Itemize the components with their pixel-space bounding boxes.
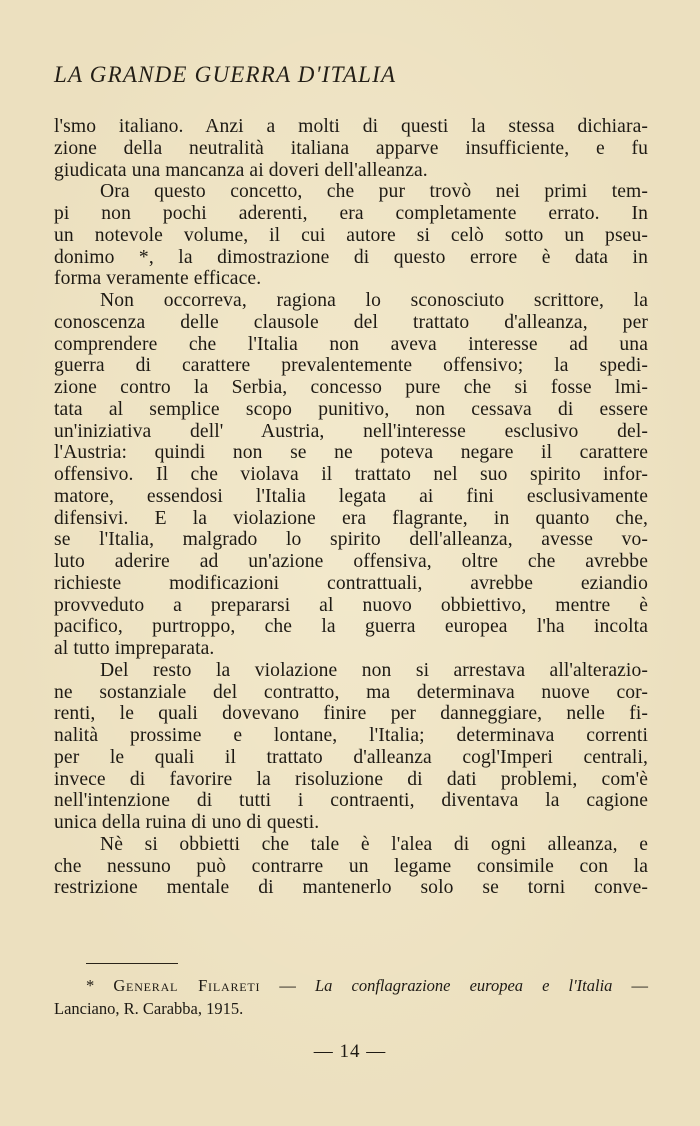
text-line: al tutto impreparata.	[54, 638, 215, 659]
text-line: comprendere che l'Italia non aveva interesse ad una	[54, 333, 648, 355]
text-line: provveduto a prepararsi al nuovo obbiettivo, mentre è	[54, 594, 648, 616]
text-line: giudicata una mancanza ai doveri dell'alleanza.	[54, 159, 428, 181]
text-line: che nessuno può contrarre un legame consimile con la	[54, 855, 648, 877]
text-line: Nè si obbietti che tale è l'alea di ogni alleanza, e	[100, 833, 648, 855]
text-line: offensivo. Il che violava il trattato nel suo spirito infor-	[54, 464, 648, 485]
text-line: Del resto la violazione non si arrestava all'alterazio-	[100, 659, 648, 681]
text-line: un notevole volume, il cui autore si celò sotto un pseu-	[54, 224, 648, 246]
text-line: restrizione mentale di mantenerlo solo se torni conve-	[54, 877, 648, 899]
text-line: per le quali il trattato d'alleanza cogl'Imperi centrali,	[54, 746, 648, 768]
text-line: nalità prossime e lontane, l'Italia; determinava correnti	[54, 725, 648, 746]
running-head: LA GRANDE GUERRA D'ITALIA	[54, 62, 397, 87]
text-line: luto aderire ad un'azione offensiva, oltre che avrebbe	[54, 551, 648, 572]
text-line: pacifico, purtroppo, che la guerra europea l'ha incolta	[54, 616, 648, 638]
text-line: tata al semplice scopo punitivo, non cessava di essere	[54, 398, 648, 420]
text-line: un'iniziativa dell' Austria, nell'interesse esclusivo del-	[54, 420, 648, 442]
text-line: Ora questo concetto, che pur trovò nei primi tem-	[100, 181, 648, 203]
footnote-author: General Filareti	[113, 976, 261, 995]
footnote-publisher: Lanciano, R. Carabba, 1915.	[54, 999, 244, 1018]
text-line: l'Austria: quindi non se ne poteva negare il carattere	[54, 442, 648, 464]
text-line: zione della neutralità italiana apparve insufficiente, e fu	[54, 137, 648, 159]
text-line: forma veramente efficace.	[54, 268, 262, 290]
footnote-line-1	[54, 974, 648, 997]
footnote	[54, 974, 648, 1020]
text-line: pi non pochi aderenti, era completamente errato. In	[54, 203, 648, 224]
text-line: Non occorreva, ragiona lo sconosciuto scrittore, la	[100, 290, 648, 311]
footnote-marker: *	[86, 976, 95, 995]
text-line: guerra di carattere prevalentemente offensivo; la spedi-	[54, 355, 648, 377]
text-line: l'smo italiano. Anzi a molti di questi la stessa dichiara-	[54, 116, 648, 137]
page-number: — 14 —	[313, 1041, 387, 1062]
text-line: unica della ruina di uno di questi.	[54, 812, 320, 833]
footnote-dash-2: —	[631, 976, 649, 995]
footnote-title: La conflagrazione europea e l'Italia	[315, 976, 613, 995]
text-line: renti, le quali dovevano finire per danneggiare, nelle fi-	[54, 703, 648, 725]
text-line: difensivi. E la violazione era flagrante, in quanto che,	[54, 507, 648, 529]
text-line: matore, essendosi l'Italia legata ai fini esclusivamente	[54, 485, 648, 507]
text-line: ne sostanziale del contratto, ma determinava nuove cor-	[54, 681, 648, 703]
text-line: zione contro la Serbia, concesso pure che si fosse lmi-	[54, 377, 648, 398]
text-line: se l'Italia, malgrado lo spirito dell'alleanza, avesse vo-	[54, 529, 648, 551]
body-text	[54, 116, 648, 899]
text-line: conoscenza delle clausole del trattato d'alleanza, per	[54, 311, 648, 333]
footnote-dash-1: —	[279, 976, 296, 995]
text-line: richieste modificazioni contrattuali, avrebbe eziandio	[54, 572, 648, 594]
text-line: donimo *, la dimostrazione di questo errore è data in	[54, 246, 648, 268]
text-line: nell'intenzione di tutti i contraenti, diventava la cagione	[54, 790, 648, 812]
footnote-rule	[86, 963, 178, 964]
text-line: invece di favorire la risoluzione di dati problemi, com'è	[54, 768, 648, 790]
